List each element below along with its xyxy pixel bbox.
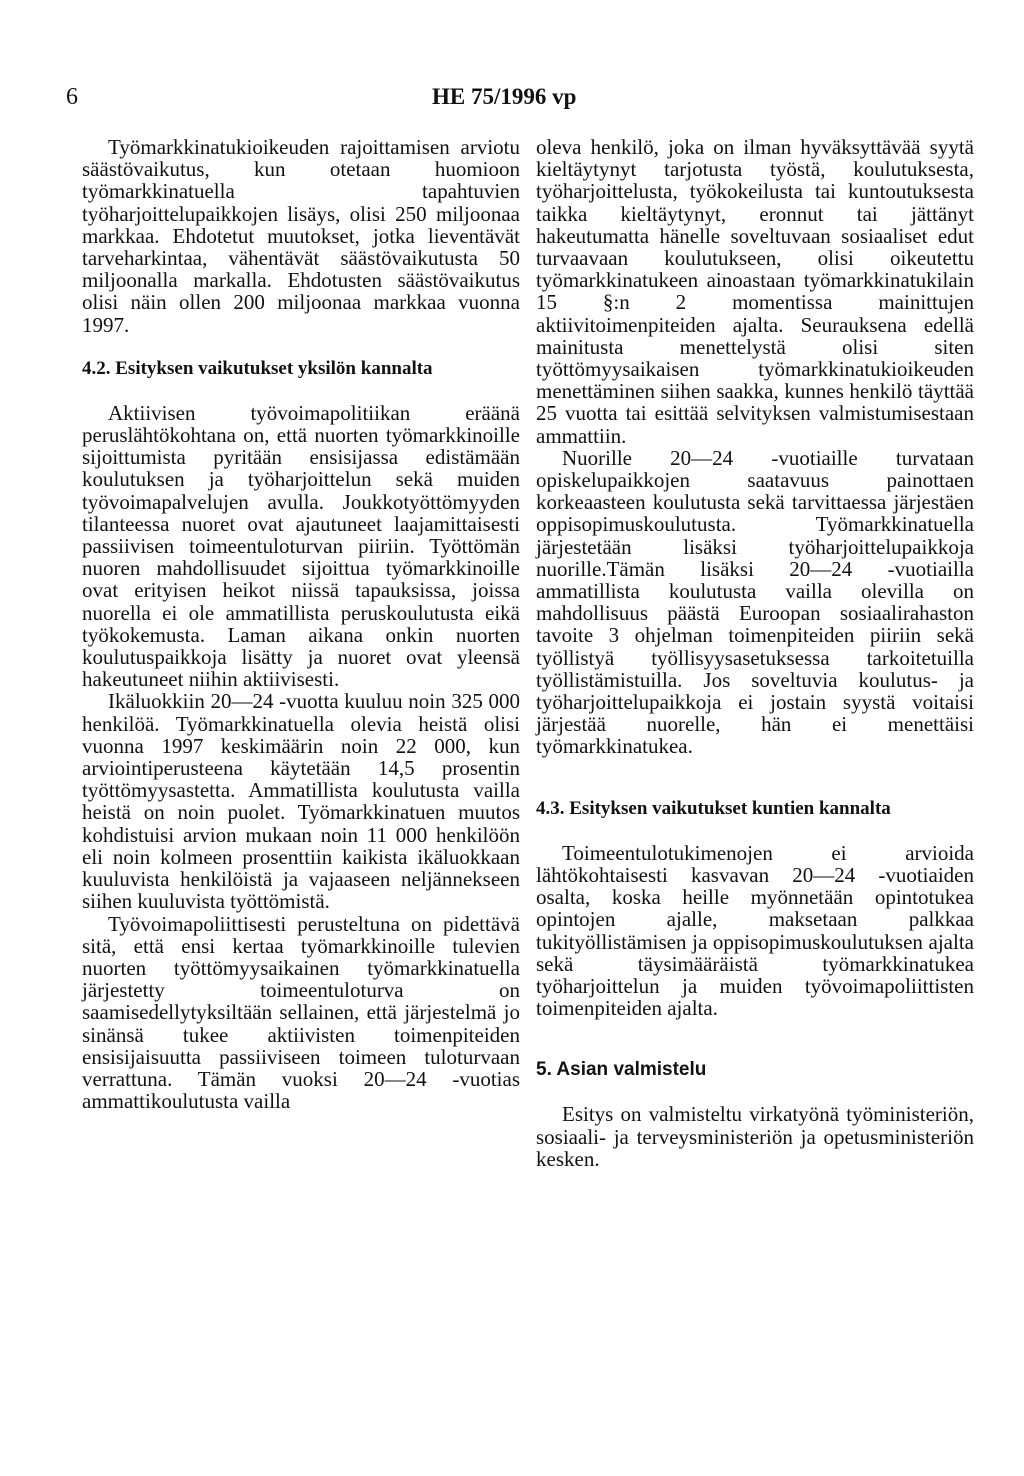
page-number: 6 — [66, 84, 78, 110]
paragraph-preparation: Esitys on valmisteltu virkatyönä työministeriön, sosiaali- ja terveysministeriön ja opetusministeriön kesken. — [536, 1102, 974, 1171]
paragraph-active-policy: Aktiivisen työvoimapolitiikan eräänä peruslähtökohtana on, että nuorten työmarkkinoille sijoittumista pyritään ensisijassa edistämään koulutuksen ja työharjoittelun sekä muiden työvoimapalvelujen avulla. Joukkotyöttömyyden tilanteessa nuoret ovat ajautuneet laajamittaisesti passiivisen toimeentuloturvan piiriin. Työttömän nuoren mahdollisuudet sijoittua työmarkkinoille ovat erityisen heikot niissä tapauksissa, joissa nuorella ei ole ammatillista peruskoulutusta eikä työkokemusta. Laman aikana onkin nuorten koulutuspaikkoja lisätty ja nuoret ovat yleensä hakeutuneet niihin aktiivisesti. — [82, 400, 520, 692]
section-heading-4-3: 4.3. Esityksen vaikutukset kuntien kannalta — [536, 797, 891, 819]
paragraph-savings: Työmarkkinatukioikeuden rajoittamisen arviotu säästövaikutus, kun otetaan huomioon työmarkkinatuella tapahtuvien työharjoittelupaikkojen lisäys, olisi 250 miljoonaa markkaa. Ehdotetut muutokset, jotka lieventävät tarveharkintaa, vähentävät säästövaikutusta 50 miljoonalla markalla. Ehdotusten säästövaikutus olisi näin ollen 200 miljoonaa markkaa vuonna 1997. — [82, 135, 520, 337]
left-column — [82, 136, 520, 1112]
paragraph-age-group: Ikäluokkiin 20—24 -vuotta kuuluu noin 325 000 henkilöä. Työmarkkinatuella olevia heistä olisi vuonna 1997 keskimäärin noin 22 000, kun arviointiperusteena käytetään 14,5 prosentin työttömyysastetta. Ammatillista koulutusta vailla heistä on noin puolet. Työmarkkinatuen muutos kohdistuisi arvion mukaan noin 11 000 henkilöön eli noin kolmeen prosenttiin kaikista ikäluokkaan kuuluvista henkilöistä ja vajaaseen neljännekseen siihen kuuluvista työttömistä. — [82, 689, 520, 914]
paragraph-study-places: Nuorille 20—24 -vuotiaille turvataan opiskelupaikkojen saatavuus painottaen korkeaasteen koulutusta sekä tarvittaessa järjestäen oppisopimuskoulutusta. Työmarkkinatuella järjestetään lisäksi työharjoittelupaikkoja nuorille.Tämän lisäksi 20—24 -vuotiailla ammatillista koulutusta vailla olevilla on mahdollisuus päästä Euroopan sosiaalirahaston tavoite 3 ohjelman toimenpiteiden piiriin sekä työllistyä työllisyysasetuksessa tarkoitetuilla työllistämistuilla. Jos soveltuvia koulutus- ja työharjoittelupaikkoja ei jostain syystä voitaisi järjestää nuorelle, hän ei menettäisi työmarkkinatukea. — [536, 445, 974, 759]
section-heading-5: 5. Asian valmistelu — [536, 1059, 707, 1081]
paragraph-municipalities: Toimeentulotukimenojen ei arvioida lähtökohtaisesti kasvavan 20—24 -vuotiaiden osalta, koska heille myönnetään opintotukea opintojen ajalle, maksetaan palkkaa tukityöllistämisen ja oppisopimuskoulutuksen ajalta sekä täysimääräistä työmarkkinatukea työharjoittelun ja muiden työvoimapoliittisten toimenpiteiden ajalta. — [536, 840, 974, 1021]
paragraph-justification: Työvoimapoliittisesti perusteltuna on pidettävä sitä, että ensi kertaa työmarkkinoille tulevien nuorten työttömyysaikainen työmarkkinatuella järjestetty toimeentuloturva on saamisedellytyksiltään sellainen, että järjestelmä jo sinänsä tukee aktiivisten toimenpiteiden ensisijaisuutta passiiviseen toimeen tuloturvaan verrattuna. Tämän vuoksi 20—24 -vuotias ammattikoulutusta vailla — [82, 911, 520, 1114]
right-column — [536, 136, 974, 1170]
document-reference: HE 75/1996 vp — [432, 84, 577, 109]
section-heading-4-2: 4.2. Esityksen vaikutukset yksilön kannalta — [82, 357, 433, 379]
paragraph-continuation: oleva henkilö, joka on ilman hyväksyttävää syytä kieltäytynyt tarjotusta työstä, koulutuksesta, työharjoittelusta, työkokeilusta tai kuntoutuksesta taikka kieltäytynyt, eronnut tai jättänyt hakeutumatta hänelle soveltuvaan sosiaaliset edut turvaavaan koulutukseen, olisi oikeutettu työmarkkinatukeen ainoastaan työmarkkinatukilain 15 §:n 2 momentissa mainittujen aktiivitoimenpiteiden ajalta. Seurauksena edellä mainitusta menettelystä olisi siten työttömyysaikaisen työmarkkinatukioikeuden menettäminen siihen saakka, kunnes henkilö täyttää 25 vuotta tai esittää selvityksen valmistumisestaan ammattiin. — [536, 135, 974, 448]
